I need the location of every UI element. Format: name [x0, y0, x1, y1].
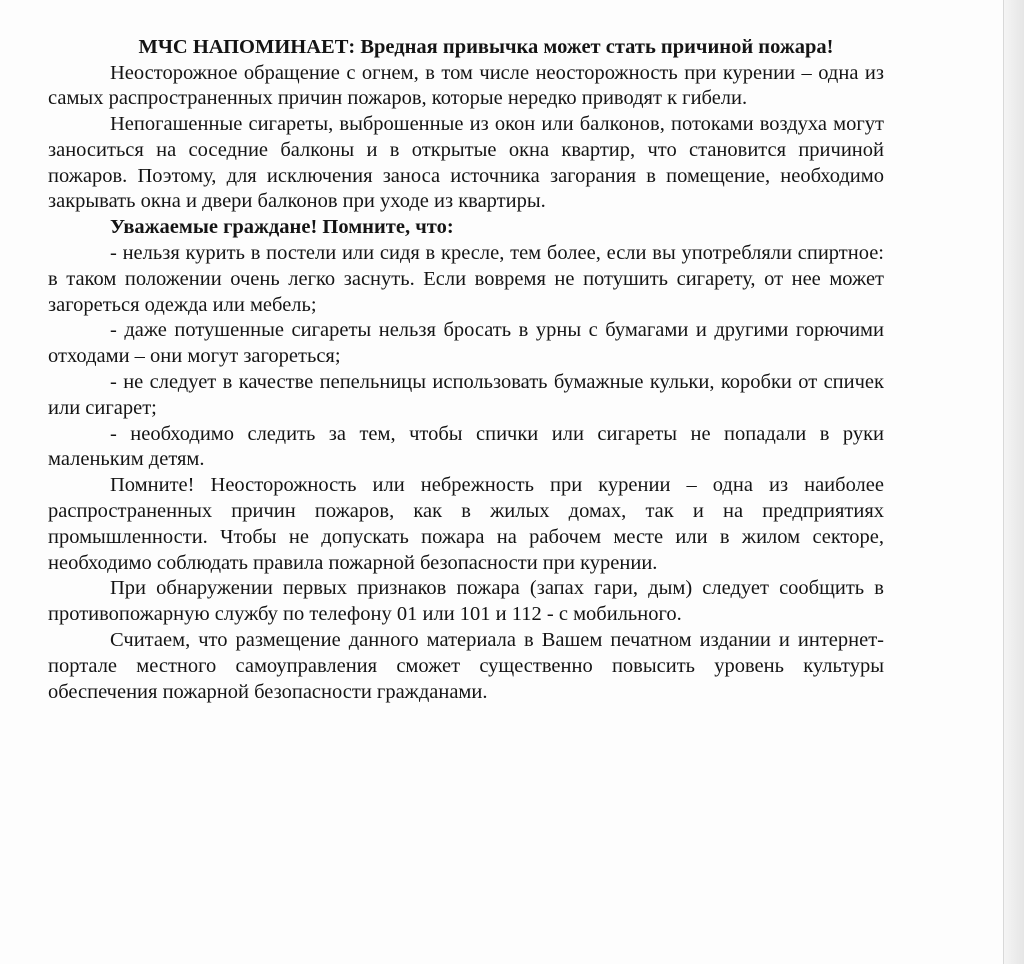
paragraph-intro: Неосторожное обращение с огнем, в том числе неосторожность при курении – одна из самых распространенных причин пожаров, которые нередко приводят к гибели. [48, 61, 884, 110]
paragraph-balconies: Непогашенные сигареты, выброшенные из окон или балконов, потоками воздуха могут заноситься на соседние балконы и в открытые окна квартир, что становится причиной пожаров. Поэтому, для исключения заноса источника загорания в помещение, необходимо закрывать окна и двери балконов при уходе из квартиры. [48, 113, 884, 213]
document-body [48, 34, 884, 705]
page-edge [1003, 0, 1024, 964]
paragraph-report-fire: При обнаружении первых признаков пожара (запах гари, дым) следует сообщить в противопожарную службу по телефону 01 или 101 и 112 - с мобильного. [48, 577, 884, 626]
rule-item: - даже потушенные сигареты нельзя бросать в урны с бумагами и другими горючими отходами – они могут загореться; [48, 319, 884, 368]
reminder-heading: Уважаемые граждане! Помните, что: [110, 216, 454, 239]
paragraph-publication: Считаем, что размещение данного материала в Вашем печатном издании и интернет-портале местного самоуправления сможет существенно повысить уровень культуры обеспечения пожарной безопасности гражданами. [48, 629, 884, 703]
rule-item: - необходимо следить за тем, чтобы спички или сигареты не попадали в руки маленьким детям. [48, 422, 884, 471]
document-title: МЧС НАПОМИНАЕТ: Вредная привычка может стать причиной пожара! [138, 36, 834, 58]
rule-item: - нельзя курить в постели или сидя в кресле, тем более, если вы употребляли спиртное: в таком положении очень легко заснуть. Если вовремя не потушить сигарету, от нее может загореться одежда или мебель; [48, 242, 884, 316]
rule-item: - не следует в качестве пепельницы использовать бумажные кульки, коробки от спичек или сигарет; [48, 371, 884, 419]
paragraph-remember: Помните! Неосторожность или небрежность при курении – одна из наиболее распространенных причин пожаров, как в жилых домах, так и на предприятиях промышленности. Чтобы не допускать пожара на рабочем месте или в жилом секторе, необходимо соблюдать правила пожарной безопасности при курении. [48, 474, 884, 574]
